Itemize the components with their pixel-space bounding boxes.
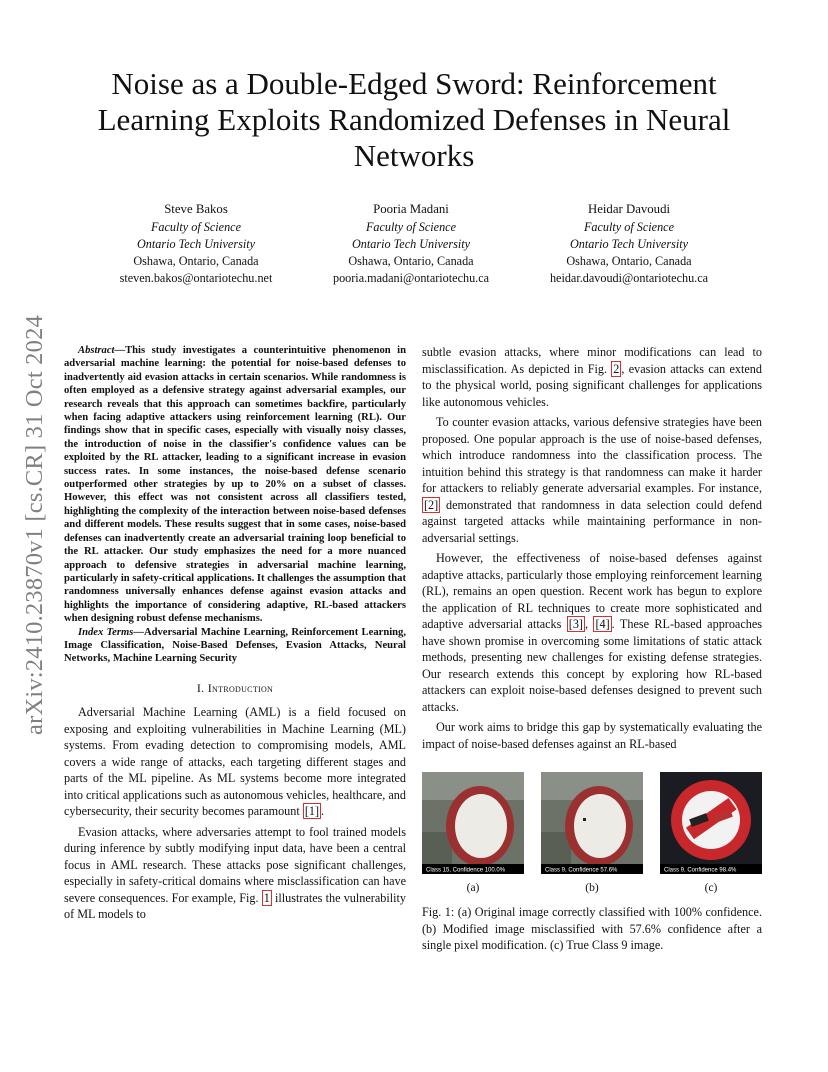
sign-image-b bbox=[541, 772, 643, 874]
figure-panel-a bbox=[422, 772, 524, 894]
intro-paragraph-1: Adversarial Machine Learning (AML) is a field focused on exposing and exploiting vulnerabilities in Machine Learning (ML) systems. From evading detection to compromising models, AML covers a wide range of attacks, each targeting different stages and parts of the ML pipeline. As ML systems become more integrated into critical applications such as autonomous vehicles, healthcare, and cybersecurity, their security becomes paramount [1] . bbox=[64, 705, 406, 819]
author-org: Ontario Tech University bbox=[136, 237, 256, 251]
author-email: heidar.davoudi@ontariotechu.ca bbox=[549, 271, 709, 285]
citation-link[interactable]: [1] bbox=[304, 804, 320, 819]
abstract-label: Abstract bbox=[78, 345, 115, 356]
index-terms-label: Index Terms bbox=[78, 626, 134, 638]
arxiv-stamp bbox=[18, 290, 52, 760]
confidence-label: Class 9, Confidence 98.4% bbox=[664, 867, 737, 874]
sign-image-a bbox=[422, 772, 524, 874]
panel-label: (c) bbox=[704, 882, 718, 894]
figure-link[interactable]: 1 bbox=[263, 890, 270, 905]
author-1 bbox=[76, 201, 316, 287]
author-dept: Faculty of Science bbox=[150, 220, 241, 234]
arxiv-stamp-text: arXiv:2410.23870v1 [cs.CR] 31 Oct 2024 bbox=[21, 315, 49, 735]
index-terms-text: Adversarial Machine Learning, Reinforcement Learning, Image Classification, Noise-Based Defenses, Evasion Attacks, Neural Networks, Machine Learning Security bbox=[64, 626, 406, 665]
author-location: Oshawa, Ontario, Canada bbox=[566, 254, 692, 268]
citation-link[interactable]: [3] bbox=[568, 617, 583, 631]
confidence-label: Class 9, Confidence 57.6% bbox=[545, 867, 618, 874]
citation-link[interactable]: [2] bbox=[424, 497, 439, 512]
panel-label: (b) bbox=[585, 882, 599, 894]
author-2 bbox=[291, 201, 531, 287]
section-heading: I. Introduction bbox=[196, 680, 274, 695]
figure-1 bbox=[422, 772, 762, 954]
author-name: Heidar Davoudi bbox=[587, 202, 671, 216]
paper-title: Noise as a Double-Edged Sword: Reinforcement Learning Exploits Randomized Defenses in Neural Networks bbox=[97, 66, 731, 173]
author-name: Pooria Madani bbox=[373, 202, 449, 216]
author-org: Ontario Tech University bbox=[351, 237, 471, 251]
right-paragraph-1: subtle evasion attacks, where minor modifications can lead to misclassification. As depicted in Fig. 2 , evasion attacks can extend to the physical world, posing significant challenges for applications like autonomous vehicles. bbox=[422, 345, 762, 409]
abstract-text: This study investigates a counterintuitive phenomenon in adversarial machine learning: the potential for noise-based defenses to inadvertently aid evasion attacks in certain scenarios. While randomness is often employed as a defensive strategy against adversarial examples, our research reveals that this approach can sometimes backfire, particularly when facing adaptive attackers using reinforcement learning (RL). Our findings show that in specific cases, especially with visually noisy classes, the introduction of noise in the classifier's confidence values can be exploited by the RL attacker, leading to a significant increase in evasion success rates. In some instances, the noise-based defense scenario outperformed other strategies by up to 20% on a subset of classes. However, this effect was not consistent across all classifiers tested, highlighting the complexity of the interaction between noise-based defenses and different models. These results suggest that in some cases, noise-based defenses can inadvertently create an adversarial training loop beneficial to the RL attacker. Our study emphasizes the need for a more nuanced approach to defensive strategies in adversarial machine learning, particularly in safety-critical applications. It challenges the assumption that randomness universally enhances defense against evasion attacks and highlights the importance of considering adaptive, RL-based attackers when designing robust defense mechanisms. bbox=[64, 345, 406, 625]
author-email: pooria.madani@ontariotechu.ca bbox=[332, 271, 490, 285]
figure-caption: Fig. 1: (a) Original image correctly classified with 100% confidence. (b) Modified image misclassified with 57.6% confidence after a single pixel modification. (c) True Class 9 image. bbox=[422, 905, 762, 952]
right-column bbox=[422, 344, 762, 756]
author-name: Steve Bakos bbox=[164, 202, 228, 216]
author-3 bbox=[509, 201, 749, 287]
confidence-label: Class 15, Confidence 100.0% bbox=[426, 867, 506, 874]
intro-paragraph-2: Evasion attacks, where adversaries attempt to fool trained models during inference by subtly modifying input data, have been a central focus in AML research. These attacks pose significant challenges, especially in safety-critical domains where misclassification can have severe consequences. For example, Fig. 1 illustrates the vulnerability of ML models to bbox=[64, 824, 406, 922]
author-location: Oshawa, Ontario, Canada bbox=[133, 254, 259, 268]
right-paragraph-3: However, the effectiveness of noise-based defenses against adaptive attacks, particularly those employing reinforcement learning (RL), remains an open question. Recent work has begun to explore the application of RL techniques to create more sophisticated and adaptive adversarial attacks [3] , [4] . These RL-based approaches have shown promise in overcoming some limitations of static attack methods, presenting new challenges for existing defense strategies. Our research extends this concept by exploring how RL-based attackers can exploit noise-based defenses designed to prevent such attacks. bbox=[422, 551, 762, 714]
left-column bbox=[64, 344, 406, 927]
abstract: Abstract—This study investigates a counterintuitive phenomenon in adversarial machine learning: the potential for noise-based defenses to inadvertently aid evasion attacks in certain scenarios. While randomness is often employed as a defensive strategy against adversarial examples, our research reveals that this approach can sometimes backfire, particularly when facing adaptive attackers using reinforcement learning (RL). Our findings show that in specific cases, especially with visually noisy classes, the introduction of noise in the classifier's confidence values can be exploited by the RL attacker, leading to a significant increase in evasion success rates. In some instances, the noise-based defense scenario outperformed other strategies by up to 20% on a subset of classes. However, this effect was not consistent across all classifiers tested, highlighting the complexity of the interaction between noise-based defenses and different models. These results suggest that in some cases, noise-based defenses can inadvertently create an adversarial training loop beneficial to the RL attacker. Our study emphasizes the need for a more nuanced approach to defensive strategies in adversarial machine learning, particularly in safety-critical applications. It challenges the assumption that randomness universally enhances defense against evasion attacks and highlights the importance of considering adaptive, RL-based attackers when designing robust defense mechanisms. bbox=[64, 345, 406, 625]
sign-image-c bbox=[660, 772, 762, 874]
index-terms: Index Terms—Adversarial Machine Learning, Reinforcement Learning, Image Classification, Noise-Based Defenses, Evasion Attacks, Neural Networks, Machine Learning Security bbox=[64, 626, 406, 665]
author-email: steven.bakos@ontariotechu.net bbox=[119, 271, 273, 285]
figure-link[interactable]: 2 bbox=[613, 361, 620, 376]
figure-panel-c bbox=[660, 772, 762, 894]
right-paragraph-2: To counter evasion attacks, various defensive strategies have been proposed. One popular approach is the use of noise-based defenses, which introduce randomness into the classification process. The intuition behind this strategy is that randomness can make it harder for attackers to reliably generate adversarial examples. For instance, [2] demonstrated that randomness in data selection could defend against targeted attacks while maintaining performance in non-adversarial settings. bbox=[422, 415, 762, 545]
panel-label: (a) bbox=[466, 882, 480, 894]
figure-panel-b bbox=[541, 772, 643, 894]
figure-panels bbox=[422, 772, 762, 894]
citation-link[interactable]: [4] bbox=[595, 617, 610, 631]
author-dept: Faculty of Science bbox=[365, 220, 456, 234]
right-paragraph-4: Our work aims to bridge this gap by systematically evaluating the impact of noise-based defenses against an RL-based bbox=[422, 720, 762, 751]
author-dept: Faculty of Science bbox=[583, 220, 674, 234]
author-location: Oshawa, Ontario, Canada bbox=[348, 254, 474, 268]
author-org: Ontario Tech University bbox=[569, 237, 689, 251]
